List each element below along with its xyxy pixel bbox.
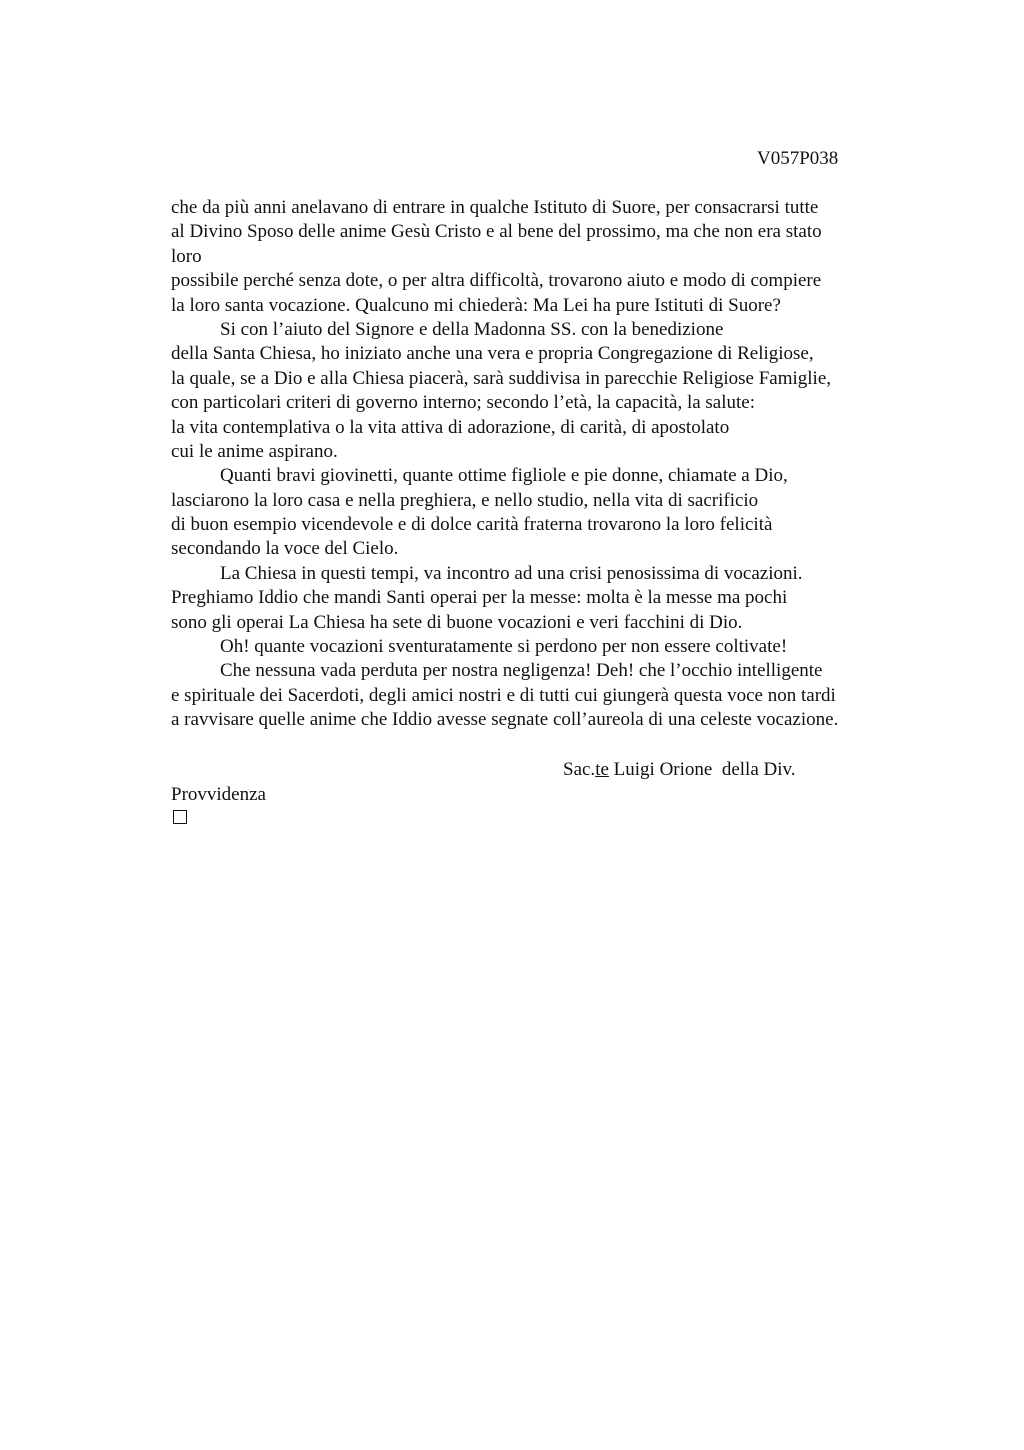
text-line: che da più anni anelavano di entrare in qualche Istituto di Suore, per consacrarsi tutte — [171, 197, 819, 218]
text-line: loro — [171, 245, 202, 267]
text-line: con particolari criteri di governo interno; secondo l’età, la capacità, la salute: — [171, 392, 755, 414]
page-reference: V057P038 — [757, 148, 839, 169]
text-line: cui le anime aspirano. — [171, 440, 338, 462]
text-line: lasciarono la loro casa e nella preghiera, e nello studio, nella vita di sacrificio — [171, 489, 759, 511]
text-line: a ravvisare quelle anime che Iddio avesse segnate coll’aureola di una celeste vocazione. — [171, 709, 839, 731]
checkbox-square-icon — [173, 810, 187, 824]
signature-name: Luigi Orione della Div. — [608, 759, 796, 780]
signature-prefix: Sac. — [563, 759, 596, 780]
text-line: possibile perché senza dote, o per altra difficoltà, trovarono aiuto e modo di compiere — [171, 270, 822, 292]
text-line: di buon esempio vicendevole e di dolce carità fraterna trovarono la loro felicità — [171, 514, 773, 536]
closing-line: Provvidenza — [171, 784, 266, 805]
text-line: la quale, se a Dio e alla Chiesa piacerà, sarà suddivisa in parecchie Religiose Famiglie, — [171, 367, 832, 389]
signature-abbreviation: te — [595, 759, 609, 780]
text-line: secondando la voce del Cielo. — [171, 538, 399, 560]
letter-body — [171, 196, 911, 733]
paragraph-start-line: La Chiesa in questi tempi, va incontro ad una crisi penosissima di vocazioni. — [220, 562, 803, 584]
paragraph-start-line: Si con l’aiuto del Signore e della Madonna SS. con la benedizione — [220, 318, 724, 340]
text-line: la vita contemplativa o la vita attiva di adorazione, di carità, di apostolato — [171, 416, 730, 438]
signature — [563, 758, 796, 782]
paragraph-start-line: Quanti bravi giovinetti, quante ottime figliole e pie donne, chiamate a Dio, — [220, 465, 788, 487]
text-line: e spirituale dei Sacerdoti, degli amici nostri e di tutti cui giungerà questa voce non tardi — [171, 684, 836, 706]
paragraph-start-line: Oh! quante vocazioni sventuratamente si perdono per non essere coltivate! — [220, 636, 788, 658]
text-line: della Santa Chiesa, ho iniziato anche una vera e propria Congregazione di Religiose, — [171, 343, 814, 365]
text-line: sono gli operai La Chiesa ha sete di buone vocazioni e veri facchini di Dio. — [171, 611, 743, 633]
text-line: la loro santa vocazione. Qualcuno mi chiederà: Ma Lei ha pure Istituti di Suore? — [171, 294, 781, 316]
paragraph-start-line: Che nessuna vada perduta per nostra negligenza! Deh! che l’occhio intelligente — [220, 660, 823, 682]
text-line: al Divino Sposo delle anime Gesù Cristo e al bene del prossimo, ma che non era stato — [171, 221, 822, 243]
text-line: Preghiamo Iddio che mandi Santi operai per la messe: molta è la messe ma pochi — [171, 587, 788, 609]
